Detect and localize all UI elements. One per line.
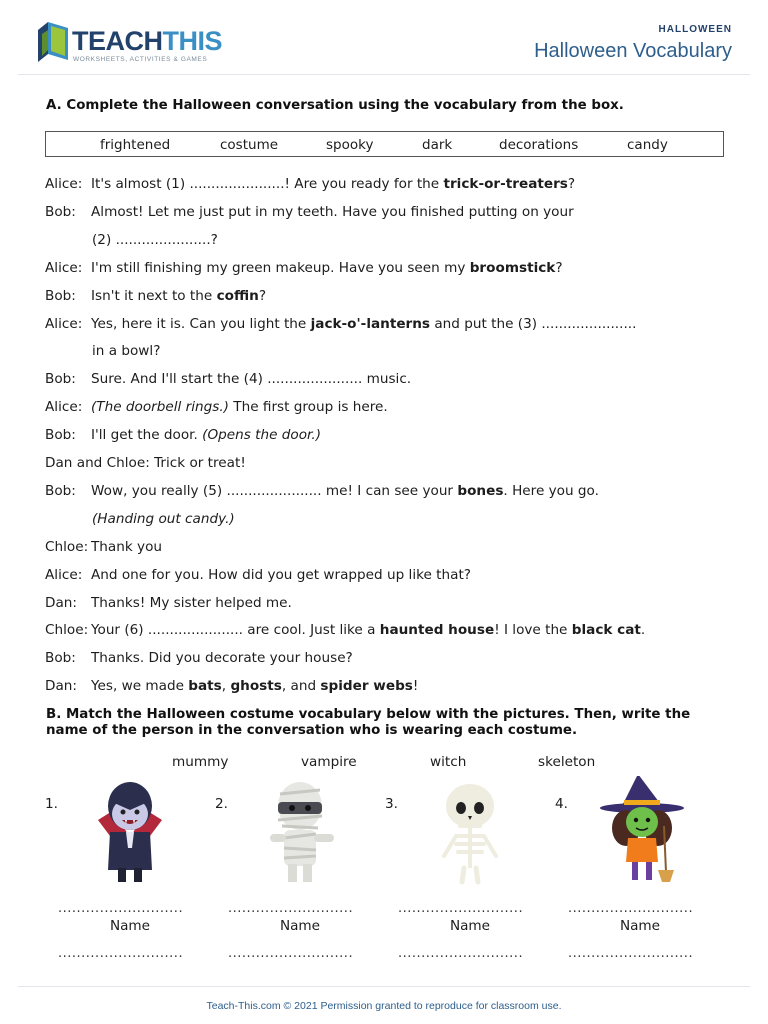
conversation-line — [45, 175, 575, 193]
answer-line[interactable]: ........................... — [398, 946, 524, 961]
answer-line[interactable]: ........................... — [228, 901, 354, 916]
speaker-name: Chloe: — [45, 539, 89, 555]
vampire-icon — [80, 776, 180, 886]
speaker-name: Alice: — [45, 567, 83, 583]
answer-line[interactable]: ........................... — [568, 901, 694, 916]
conversation-line — [45, 426, 321, 444]
bold-vocabulary: spider webs — [320, 678, 413, 694]
dialogue-text: It's almost (1) ......................! Are you ready for the — [91, 176, 444, 192]
dialogue-text: ? — [555, 260, 563, 276]
dialogue-text: The first group is here. — [228, 399, 388, 415]
bold-vocabulary: ghosts — [230, 678, 282, 694]
dialogue-text: Wow, you really (5) ...................... me! I can see your — [91, 483, 458, 499]
section-a-heading: A. Complete the Halloween conversation using the vocabulary from the box. — [46, 98, 624, 113]
section-b-heading-line2: name of the person in the conversation who is wearing each costume. — [46, 723, 578, 738]
logo-wordmark: TEACHTHIS — [72, 26, 223, 56]
bold-vocabulary: haunted house — [379, 622, 495, 638]
costume-word: mummy — [172, 754, 229, 770]
speaker-name: Bob: — [45, 650, 76, 666]
name-label: Name — [449, 918, 491, 934]
dialogue-text: Thanks. Did you decorate your house? — [91, 650, 353, 666]
dialogue-text: Thank you — [91, 539, 163, 555]
conversation-line — [45, 538, 162, 556]
speaker-name: Chloe: — [45, 622, 89, 638]
name-label: Name — [109, 918, 151, 934]
conversation-line — [45, 287, 266, 305]
dialogue-text: , — [221, 678, 231, 694]
bold-vocabulary: trick-or-treaters — [443, 176, 568, 192]
footer-divider — [18, 986, 750, 987]
vocab-word: spooky — [326, 137, 374, 153]
conversation-line — [92, 510, 235, 528]
conversation-line — [45, 398, 388, 416]
conversation-line — [45, 677, 418, 695]
stage-direction: (Handing out candy.) — [92, 511, 235, 527]
costume-word: vampire — [301, 754, 357, 770]
costume-word: witch — [430, 754, 467, 770]
speaker-name: Alice: — [45, 260, 83, 276]
bold-vocabulary: black cat — [571, 622, 641, 638]
conversation-line — [45, 315, 636, 333]
dialogue-text: and put the (3) ...................... — [430, 316, 637, 332]
dialogue-text: Your (6) ...................... are cool. Just like a — [91, 622, 380, 638]
dialogue-text: ? — [258, 288, 267, 304]
conversation-line — [45, 370, 411, 388]
dialogue-text: And one for you. How did you get wrapped up like that? — [91, 567, 472, 583]
bold-vocabulary: coffin — [216, 288, 259, 304]
speaker-name: Bob: — [45, 371, 76, 387]
speaker-name: Bob: — [45, 204, 76, 220]
dialogue-text: ! — [412, 678, 419, 694]
answer-line[interactable]: ........................... — [228, 946, 354, 961]
name-label: Name — [619, 918, 661, 934]
speaker-name: Dan: — [45, 595, 77, 611]
logo-tagline: WORKSHEETS, ACTIVITIES & GAMES — [73, 56, 208, 63]
vocab-word: candy — [627, 137, 668, 153]
conversation-line — [45, 566, 471, 584]
category-label: HALLOWEEN — [658, 24, 732, 35]
dialogue-text: in a bowl? — [92, 343, 161, 359]
stage-direction: (The doorbell rings.) — [91, 399, 229, 415]
vocab-word: frightened — [100, 137, 171, 153]
section-b-heading-line1: B. Match the Halloween costume vocabulary below with the pictures. Then, write the — [46, 707, 691, 722]
speaker-name: Dan: — [45, 678, 77, 694]
dialogue-text: Isn't it next to the — [91, 288, 217, 304]
stage-direction: (Opens the door.) — [202, 427, 322, 443]
dialogue-text: I'll get the door. — [91, 427, 203, 443]
dialogue-text: Yes, here it is. Can you light the — [91, 316, 311, 332]
page-title: Halloween Vocabulary — [534, 40, 732, 62]
conversation-line — [45, 482, 599, 500]
conversation-line — [45, 203, 574, 221]
bold-vocabulary: bats — [188, 678, 222, 694]
speaker-name: Bob: — [45, 288, 76, 304]
vocab-word: decorations — [499, 137, 579, 153]
conversation-line — [45, 594, 292, 612]
conversation-line — [45, 649, 353, 667]
answer-line[interactable]: ........................... — [58, 946, 184, 961]
speaker-name: Alice: — [45, 176, 83, 192]
witch-icon — [592, 776, 692, 886]
item-number: 1. — [45, 796, 58, 812]
dialogue-text: ? — [567, 176, 576, 192]
dialogue-text: , and — [281, 678, 321, 694]
dialogue-text: Thanks! My sister helped me. — [91, 595, 292, 611]
conversation-line — [45, 621, 645, 639]
vocabulary-box — [45, 131, 724, 157]
conversation-line — [92, 231, 218, 249]
conversation-line — [45, 454, 246, 472]
header-divider — [18, 74, 750, 75]
dialogue-text: Sure. And I'll start the (4) ...................... music. — [91, 371, 412, 387]
dialogue-text: . — [640, 622, 646, 638]
vocab-word: costume — [220, 137, 279, 153]
bold-vocabulary: jack-o'-lanterns — [310, 316, 431, 332]
item-number: 2. — [215, 796, 228, 812]
bold-vocabulary: bones — [457, 483, 504, 499]
bold-vocabulary: broomstick — [469, 260, 556, 276]
speaker-name: Dan and Chloe: — [45, 455, 150, 471]
answer-line[interactable]: ........................... — [398, 901, 524, 916]
teach-this-logo — [34, 20, 254, 66]
answer-line[interactable]: ........................... — [58, 901, 184, 916]
dialogue-text: ! I love the — [494, 622, 572, 638]
dialogue-text: Almost! Let me just put in my teeth. Have you finished putting on your — [91, 204, 574, 220]
item-number: 3. — [385, 796, 398, 812]
speaker-name: Bob: — [45, 483, 76, 499]
dialogue-text: Trick or treat! — [154, 455, 246, 471]
book-logo-icon — [34, 20, 70, 64]
costume-word: skeleton — [538, 754, 596, 770]
footer-copyright: Teach-This.com © 2021 Permission granted to reproduce for classroom use. — [206, 1000, 562, 1012]
speaker-name: Alice: — [45, 399, 83, 415]
skeleton-icon — [420, 776, 520, 886]
item-number: 4. — [555, 796, 568, 812]
dialogue-text: I'm still finishing my green makeup. Have you seen my — [91, 260, 470, 276]
name-label: Name — [279, 918, 321, 934]
dialogue-text: Yes, we made — [91, 678, 189, 694]
conversation-line — [92, 342, 160, 360]
mummy-icon — [250, 776, 350, 886]
answer-line[interactable]: ........................... — [568, 946, 694, 961]
speaker-name: Alice: — [45, 316, 83, 332]
dialogue-text: (2) ......................? — [92, 232, 218, 248]
dialogue-text: . Here you go. — [503, 483, 599, 499]
speaker-name: Bob: — [45, 427, 76, 443]
conversation-line — [45, 259, 563, 277]
vocab-word: dark — [422, 137, 453, 153]
